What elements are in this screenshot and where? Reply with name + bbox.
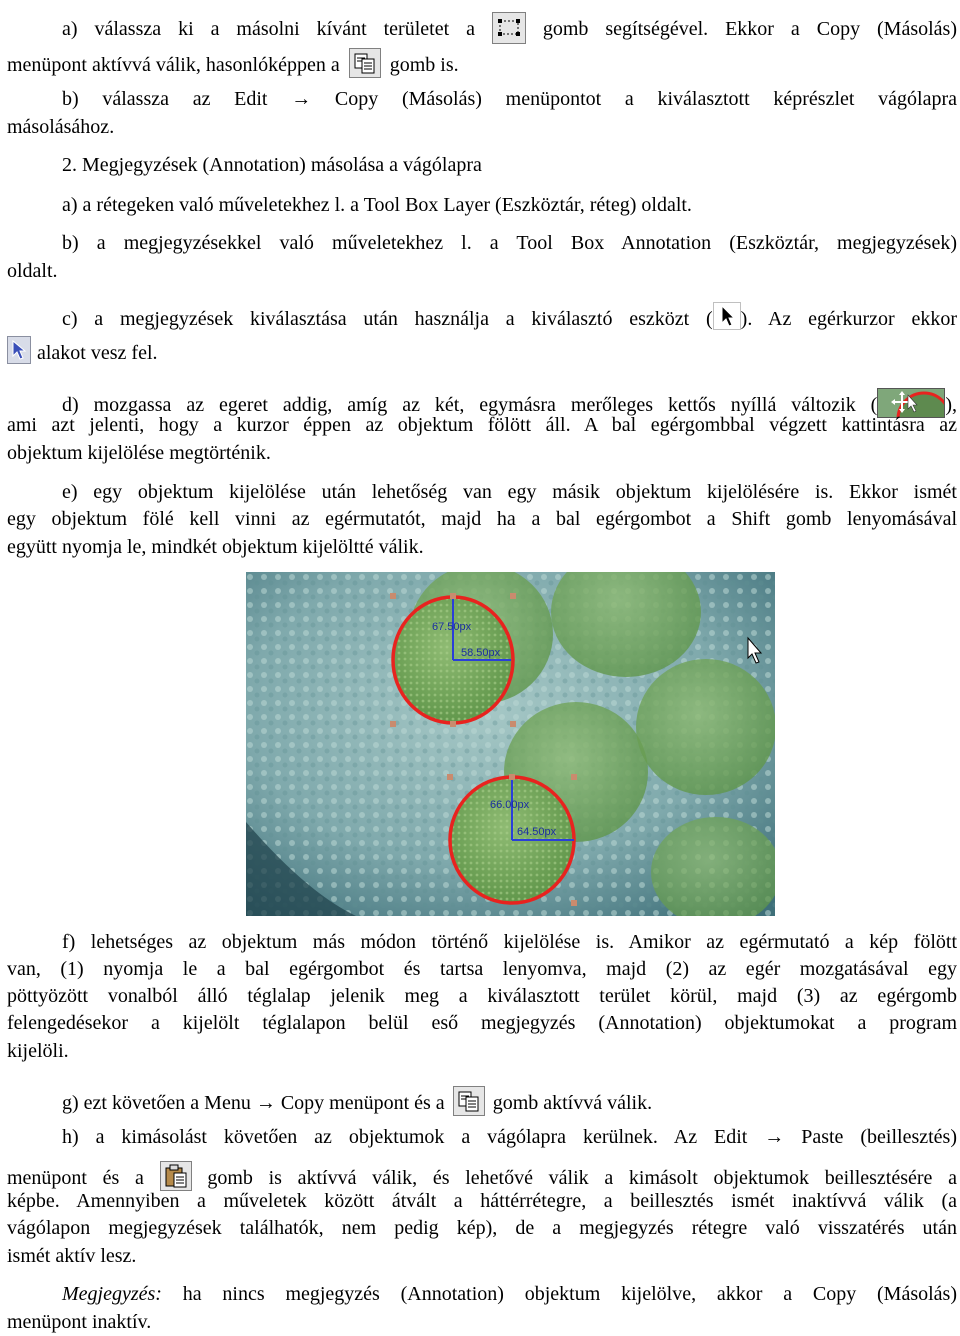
para-c-line2: alakot vesz fel.: [7, 336, 957, 360]
measure-label-4: 64.50px: [517, 826, 557, 838]
paste-icon: [160, 1161, 192, 1191]
handle[interactable]: [390, 721, 396, 727]
handle[interactable]: [510, 593, 516, 599]
handle[interactable]: [390, 593, 396, 599]
handle[interactable]: [447, 774, 453, 780]
measure-label-3: 66.00px: [490, 799, 530, 811]
handle[interactable]: [571, 774, 577, 780]
para-f-line1: f) lehetséges az objektum más módon történő kijelölése is. Amikor az egérmutató a kép fölött: [62, 931, 957, 953]
note-line2: menüpont inaktív.: [7, 1311, 152, 1333]
para-2b-line2: oldalt.: [7, 260, 58, 282]
para-b-line1: b) válassza az Edit → Copy (Másolás) menüpontot a kiválasztott képrészlet vágólapra: [62, 88, 957, 110]
section-2-heading: 2. Megjegyzések (Annotation) másolása a vágólapra: [62, 154, 482, 176]
para-h-line3: képbe. Amennyiben a műveletek között átvált a háttérrétegre, a beillesztés ismét inaktívvá válik (a: [7, 1190, 957, 1212]
arrow-cursor-icon: [713, 302, 741, 330]
para-a-line1: a) válassza ki a másolni kívánt területet a gomb segítségével. Ekkor a Copy (Másolás): [62, 12, 957, 36]
para-h-line1: h) a kimásolást követően az objektumok a vágólapra kerülnek. Az Edit → Paste (beillesztés): [62, 1126, 957, 1148]
para-e-line2: egy objektum fölé kell vinni az egérmutatót, majd ha a bal egérgombot a Shift gomb lenyomásával: [7, 508, 957, 530]
para-f-line5: kijelöli.: [7, 1040, 69, 1062]
para-d-line1: d) mozgassa az egeret addig, amíg az két, egymásra merőleges kettős nyíllá változik ( ),: [62, 388, 957, 412]
para-g: g) ezt követően a Menu → Copy menüpont és a gomb aktívvá válik.: [62, 1086, 957, 1110]
para-c-line1: c) a megjegyzések kiválasztása után használja a kiválasztó eszközt ( ). Az egérkurzor ekkor: [62, 302, 957, 326]
para-e-line3: együtt nyomja le, mindkét objektum kijelöltté válik.: [7, 536, 424, 558]
para-d-line2: ami azt jelenti, hogy a kurzor éppen az objektum fölött áll. A bal egérgombbal végzett kattintásra az: [7, 414, 957, 436]
microscope-figure: [246, 572, 775, 916]
para-a-line2: menüpont aktívvá válik, hasonlóképpen a gomb is.: [7, 48, 957, 72]
copy-icon: [453, 1086, 485, 1116]
para-h-line4: vágólapon megjegyzések találhatók, nem pedig kép), de a megjegyzés rétegre való visszatérés után: [7, 1217, 957, 1239]
para-f-line3: pöttyözött vonalból álló téglalap jelenik meg a kiválasztott terület körül, majd (3) az egérgomb: [7, 985, 957, 1007]
para-2b-line1: b) a megjegyzésekkel való műveletekhez l. a Tool Box Annotation (Eszköztár, megjegyzések): [62, 232, 957, 254]
para-e-line1: e) egy objektum kijelölése után lehetőség van egy másik objektum kijelölésére is. Ekkor ismét: [62, 481, 957, 503]
handle[interactable]: [571, 900, 577, 906]
handle[interactable]: [450, 593, 456, 599]
handle[interactable]: [509, 774, 515, 780]
para-h-line5: ismét aktív lesz.: [7, 1245, 137, 1267]
copy-icon: [349, 48, 381, 78]
para-f-line4: felengedésekor a kijelölt téglalapon belül eső megjegyzés (Annotation) objektumokat a program: [7, 1012, 957, 1034]
handle[interactable]: [510, 721, 516, 727]
para-b-line2: másolásához.: [7, 116, 115, 138]
measure-label-2: 58.50px: [461, 647, 501, 659]
cursor-shape-icon: [7, 336, 31, 364]
para-h-line2: menüpont és a gomb is aktívvá válik, és lehetővé válik a kimásolt objektumok beillesztésére a: [7, 1161, 957, 1185]
measure-label-1: 67.50px: [432, 621, 472, 633]
para-2a: a) a rétegeken való műveletekhez l. a Tool Box Layer (Eszköztár, réteg) oldalt.: [62, 194, 692, 216]
note-label: Megjegyzés:: [62, 1283, 162, 1305]
select-area-icon: [492, 12, 526, 44]
para-f-line2: van, (1) nyomja le a bal egérgombot és tartsa lenyomva, majd (2) az egér mozgatásával egy: [7, 958, 957, 980]
para-d-line3: objektum kijelölése megtörténik.: [7, 442, 271, 464]
handle[interactable]: [450, 721, 456, 727]
note-line1: [62, 1283, 957, 1307]
note-text: ha nincs megjegyzés (Annotation) objektum kijelölve, akkor a Copy (Másolás): [161, 1283, 957, 1305]
